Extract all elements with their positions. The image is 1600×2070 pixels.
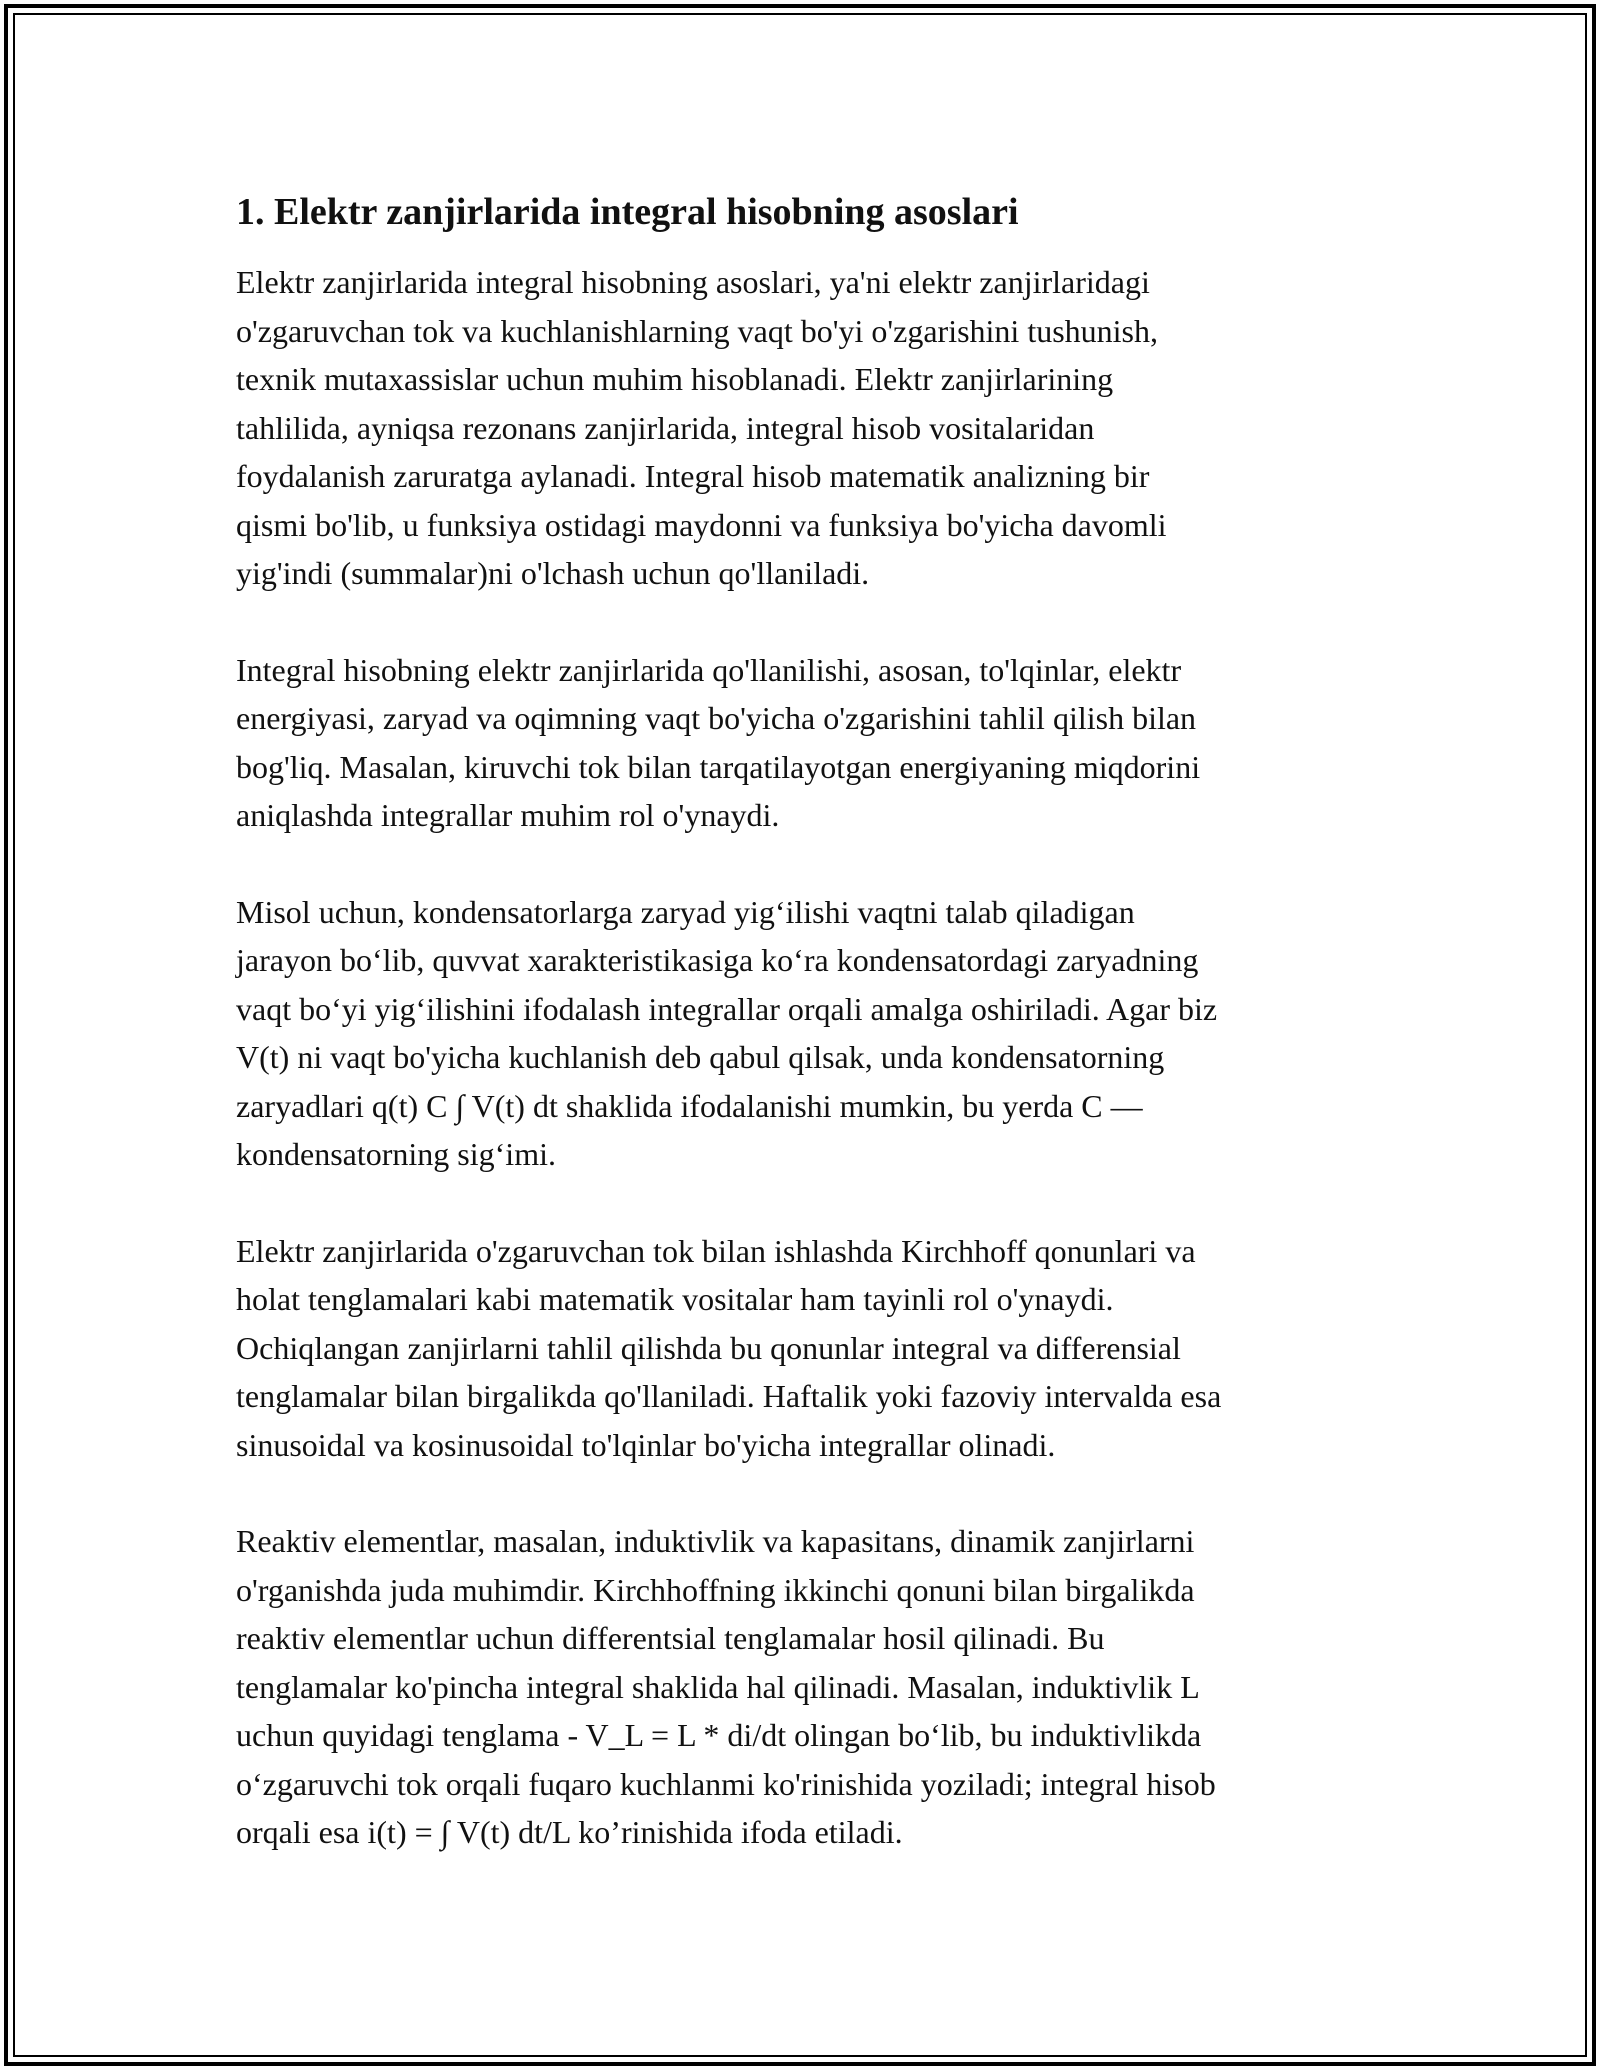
text-line: holat tenglamalari kabi matematik vositalar ham tayinli rol o'ynaydi. bbox=[236, 1281, 1114, 1317]
document-body bbox=[236, 188, 1366, 1905]
text-line: Elektr zanjirlarida o'zgaruvchan tok bilan ishlashda Kirchhoff qonunlari va bbox=[236, 1232, 1196, 1269]
text-line: zaryadlari q(t) C ∫ V(t) dt shaklida ifodalanishi mumkin, bu yerda C — bbox=[236, 1087, 1143, 1124]
text-line: tenglamalar bilan birgalikda qo'llaniladi. Haftalik yoki fazoviy intervalda esa bbox=[236, 1378, 1222, 1414]
text-line: foydalanish zaruratga aylanadi. Integral hisob matematik analizning bir bbox=[236, 458, 1150, 494]
text-line: sinusoidal va kosinusoidal to'lqinlar bo'yicha integrallar olinadi. bbox=[236, 1426, 1056, 1463]
text-line: qismi bo'lib, u funksiya ostidagi maydonni va funksiya bo'yicha davomli bbox=[236, 506, 1167, 543]
paragraph-5 bbox=[236, 1517, 1366, 1857]
paragraph-3 bbox=[236, 888, 1366, 1179]
text-line: Integral hisobning elektr zanjirlarida qo'llanilishi, asosan, to'lqinlar, elektr bbox=[236, 651, 1182, 688]
text-line: yig'indi (summalar)ni o'lchash uchun qo'llaniladi. bbox=[236, 555, 870, 591]
text-line: Misol uchun, kondensatorlarga zaryad yig‘ilishi vaqtni talab qiladigan bbox=[236, 893, 1135, 930]
text-line: tenglamalar ko'pincha integral shaklida hal qilinadi. Masalan, induktivlik L bbox=[236, 1668, 1200, 1705]
text-line: tahlilida, ayniqsa rezonans zanjirlarida, integral hisob vositalaridan bbox=[236, 409, 1095, 446]
text-line: orqali esa i(t) = ∫ V(t) dt/L ko’rinishida ifoda etiladi. bbox=[236, 1814, 903, 1850]
section-title: 1. Elektr zanjirlarida integral hisobning asoslari bbox=[236, 191, 1019, 233]
paragraph-2 bbox=[236, 646, 1366, 840]
text-line: o'zgaruvchan tok va kuchlanishlarning vaqt bo'yi o'zgarishini tushunish, bbox=[236, 312, 1158, 349]
text-line: Elektr zanjirlarida integral hisobning asoslari, ya'ni elektr zanjirlaridagi bbox=[236, 264, 1150, 300]
text-line: kondensatorning sig‘imi. bbox=[236, 1136, 556, 1172]
text-line: jarayon bo‘lib, quvvat xarakteristikasiga ko‘ra kondensatordagi zaryadning bbox=[236, 942, 1199, 978]
text-line: V(t) ni vaqt bo'yicha kuchlanish deb qabul qilsak, unda kondensatorning bbox=[236, 1039, 1165, 1075]
text-line: vaqt bo‘yi yig‘ilishini ifodalash integrallar orqali amalga oshiriladi. Agar biz bbox=[236, 990, 1218, 1027]
text-line: Ochiqlangan zanjirlarni tahlil qilishda bu qonunlar integral va differensial bbox=[236, 1329, 1181, 1366]
text-line: aniqlashda integrallar muhim rol o'ynaydi. bbox=[236, 797, 780, 833]
text-line: Reaktiv elementlar, masalan, induktivlik va kapasitans, dinamik zanjirlarni bbox=[236, 1523, 1195, 1559]
text-line: bog'liq. Masalan, kiruvchi tok bilan tarqatilayotgan energiyaning miqdorini bbox=[236, 748, 1201, 785]
text-line: o'rganishda juda muhimdir. Kirchhoffning ikkinchi qonuni bilan birgalikda bbox=[236, 1571, 1195, 1608]
paragraph-4 bbox=[236, 1227, 1366, 1470]
text-line: texnik mutaxassislar uchun muhim hisoblanadi. Elektr zanjirlarining bbox=[236, 361, 1114, 397]
text-line: o‘zgaruvchi tok orqali fuqaro kuchlanmi ko'rinishida yoziladi; integral hisob bbox=[236, 1765, 1216, 1802]
text-line: reaktiv elementlar uchun differentsial tenglamalar hosil qilinadi. Bu bbox=[236, 1620, 1105, 1656]
text-line: uchun quyidagi tenglama - V_L = L * di/dt olingan bo‘lib, bu induktivlikda bbox=[236, 1717, 1202, 1753]
text-line: energiyasi, zaryad va oqimning vaqt bo'yicha o'zgarishini tahlil qilish bilan bbox=[236, 700, 1197, 736]
paragraph-1 bbox=[236, 258, 1366, 598]
